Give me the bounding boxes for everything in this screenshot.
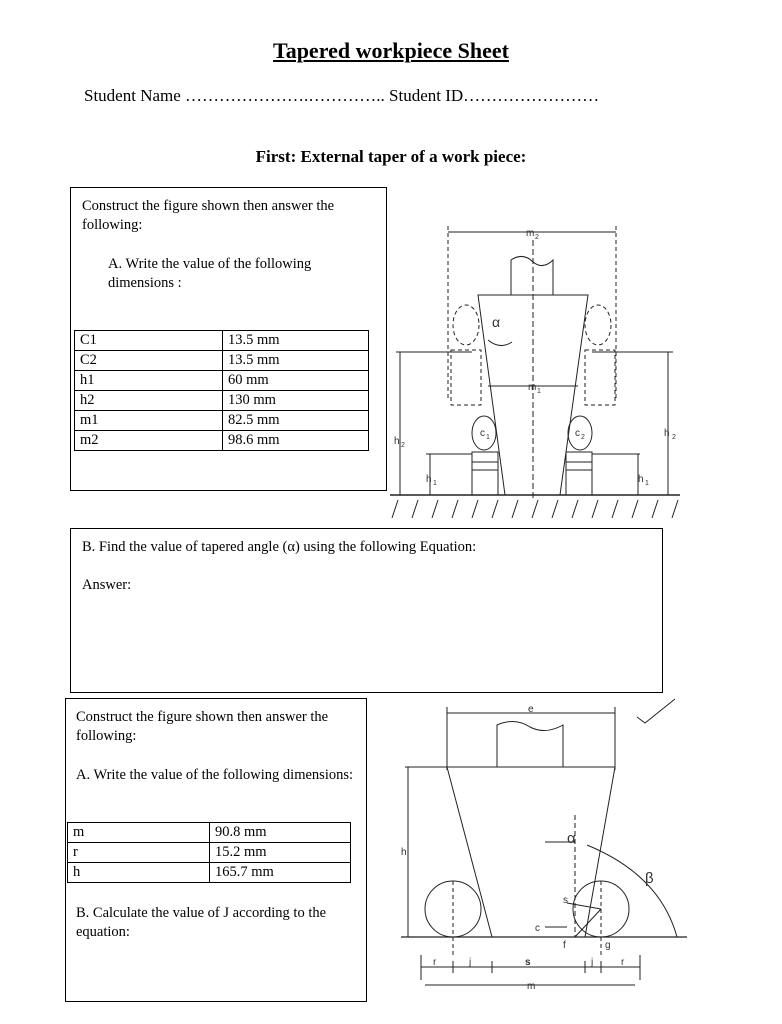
- label-h1-sub: 1: [433, 480, 437, 487]
- label-e: e: [528, 704, 534, 715]
- section-heading: First: External taper of a work piece:: [255, 147, 527, 166]
- dimension-row: [68, 843, 351, 863]
- ground-hatching: [392, 500, 678, 518]
- dimension-name: h2: [75, 391, 223, 411]
- dimension-name: m: [68, 823, 210, 843]
- label-c1: c: [480, 428, 485, 439]
- dimension-name: r: [68, 843, 210, 863]
- dimension-row: [75, 391, 369, 411]
- part2-question-b: B. Calculate the value of J according to the equation:: [76, 905, 327, 940]
- part2-dimensions-table: [67, 822, 351, 883]
- dimension-value: 13.5 mm: [223, 331, 369, 351]
- dimension-value: 60 mm: [223, 371, 369, 391]
- dimension-value: 13.5 mm: [223, 351, 369, 371]
- label-h1: h: [426, 474, 432, 485]
- label-h: h: [401, 847, 407, 858]
- label-m2: m: [526, 228, 535, 239]
- label-h2-right: h: [664, 428, 670, 439]
- label-c2: c: [575, 428, 580, 439]
- label-c2-sub: 2: [581, 434, 585, 441]
- dimension-name: h1: [75, 371, 223, 391]
- label-h1-right-sub: 1: [645, 480, 649, 487]
- label-h2-right-sub: 2: [672, 434, 676, 441]
- dimension-value: 130 mm: [223, 391, 369, 411]
- label-s-bottom: s: [525, 957, 531, 968]
- external-taper-figure: [388, 200, 688, 520]
- label-f: f: [563, 940, 566, 951]
- roller-c2: [568, 416, 592, 450]
- student-info-line: Student Name ………………….………….. Student ID……………………: [84, 86, 600, 105]
- label-r-right: r: [621, 957, 625, 968]
- label-beta: β: [645, 870, 654, 887]
- check-mark: [637, 699, 675, 723]
- label-m: m: [527, 981, 536, 992]
- dimension-value: 90.8 mm: [210, 823, 351, 843]
- dimension-name: h: [68, 863, 210, 883]
- label-j-left: j: [469, 957, 472, 968]
- dimension-row: [75, 431, 369, 451]
- part1-dimensions-table: [74, 330, 369, 451]
- label-alpha: α: [567, 830, 576, 847]
- label-c: c: [535, 923, 540, 934]
- label-g: g: [605, 940, 611, 951]
- dimension-name: m1: [75, 411, 223, 431]
- part2-question-a: A. Write the value of the following dimensions:: [76, 767, 354, 783]
- label-h2: h: [394, 436, 400, 447]
- label-h1-right: h: [638, 474, 644, 485]
- dimension-row: [75, 371, 369, 391]
- page-title: Tapered workpiece Sheet: [273, 38, 509, 63]
- dimension-value: 82.5 mm: [223, 411, 369, 431]
- dimension-name: m2: [75, 431, 223, 451]
- label-j-right: j: [591, 957, 594, 968]
- part1-instruction: Construct the figure shown then answer the following:: [82, 198, 335, 233]
- tapered-body: [447, 767, 615, 937]
- dimension-name: C2: [75, 351, 223, 371]
- dimension-value: 98.6 mm: [223, 431, 369, 451]
- label-s: s: [563, 895, 568, 906]
- part2-instruction: Construct the figure shown then answer the following:: [76, 709, 329, 744]
- dimension-row: [75, 351, 369, 371]
- part1-question-a: A. Write the value of the following dimensions :: [108, 256, 312, 291]
- label-m2-sub: 2: [535, 234, 539, 241]
- label-alpha: α: [492, 314, 501, 330]
- part-b-question: B. Find the value of tapered angle (α) using the following Equation:: [82, 539, 477, 555]
- dimension-name: C1: [75, 331, 223, 351]
- label-c1-sub: 1: [486, 434, 490, 441]
- taper-roller-figure: [395, 695, 695, 995]
- label-r-left: r: [433, 957, 437, 968]
- label-m1: m: [528, 382, 537, 393]
- dimension-value: 15.2 mm: [210, 843, 351, 863]
- workpiece-stem: [511, 256, 553, 295]
- dimension-row: [75, 411, 369, 431]
- answer-label: Answer:: [82, 577, 132, 593]
- label-h2-sub: 2: [401, 442, 405, 449]
- dimension-row: [68, 823, 351, 843]
- dimension-row: [68, 863, 351, 883]
- dimension-value: 165.7 mm: [210, 863, 351, 883]
- dimension-row: [75, 331, 369, 351]
- label-m1-sub: 1: [537, 388, 541, 395]
